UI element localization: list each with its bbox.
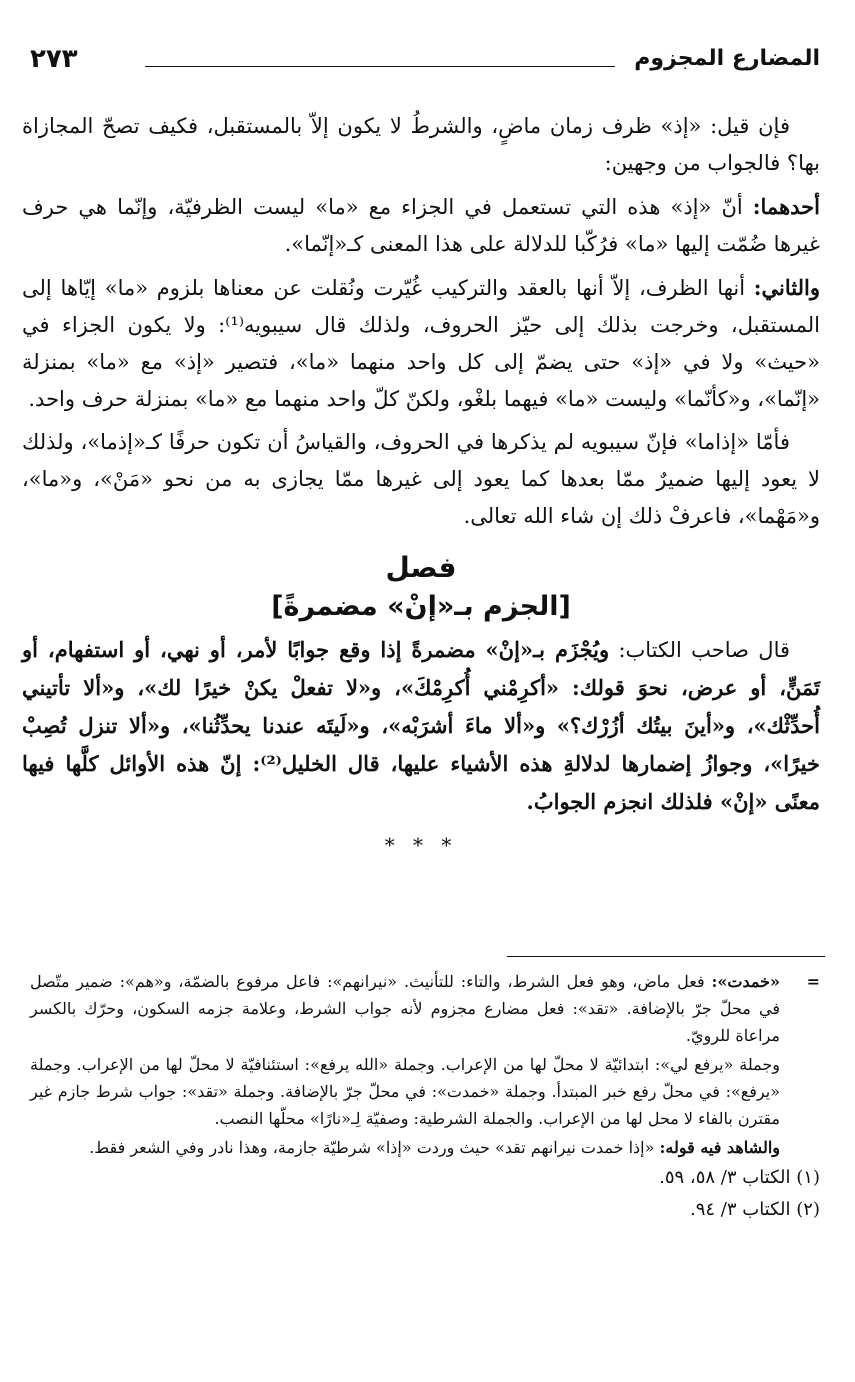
second-answer-text: أنها الظرف، إلاّ أنها بالعقد والتركيب غُيّرت ونُقلت عن معناها بلزوم «ما» إيّاها إلى المستقبل، وخرجت بذلك إلى حيّز الحروف، ولذلك قال سيبويه⁽¹⁾: ولا يكون الجزاء في «حيث» ولا في «إذ» حتى يضمّ إلى كل واحد منهما «ما»، فتصير «إذ» مع «ما» بمنزلة «إنّما»، و«كأنّما» وليست «ما» فيهما بلغْو، ولكنّ كلّ واحد منهما مع «ما» بمنزلة حرف واحد. [22,276,821,411]
paragraph-idhama: فأمّا «إذاما» فإنّ سيبويه لم يذكرها في الحروف، والقياسُ أن تكون حرفًا كـ«إذما»، ولذلك لا يعود إليها ضميرٌ ممّا بعدها كما يعود إلى غيرها ممّا يجازى به من نحو «مَنْ»، و«ما»، و«مَهْما»، فاعرفْ ذلك إن شاء الله تعالى. [22,430,820,528]
paragraph-second-answer [22,269,820,418]
footnote-rule [507,956,825,957]
first-answer-lead: أحدهما: [752,194,820,219]
section-title: فصل [385,551,457,584]
section-end-stars: * * * [384,833,458,857]
continued-footnote-body [30,968,820,1161]
footnote-parsing-lead: «خمدت»: [711,972,780,991]
continued-footnote [30,968,820,1161]
page-header [30,40,820,80]
footnote-sentences: وجملة «يرفع لي»: ابتدائيّة لا محلّ لها من الإعراب. وجملة «الله يرفع»: استئنافيّة لا محلّ لها من الإعراب. وجملة «يرفع»: في محلّ رفع خبر المبتدأ. وجملة «خمدت»: في محلّ جرّ بالإضافة. وجملة «تقد»: جواب شرط جازم غير مقترن بالفاء لا محل لها من الإعراب. والجملة الشرطية: وصفيّة لِـ«نارًا» محلّها النصب. [30,1055,781,1128]
main-text [22,108,820,864]
footnote-2: (٢) الكتاب ٣/ ٩٤. [689,1199,820,1220]
footnote-parsing [30,968,780,1049]
continuation-mark: = [806,972,820,991]
first-answer-text: أنّ «إذ» هذه التي تستعمل في الجزاء مع «ما» ليست الظرفيّة، وإنّما هي حرف غيرها ضُمّت إليها «ما» فرُكّبا للدلالة على هذا المعنى كـ«إنّما». [22,195,820,256]
paragraph-question: فإن قيل: «إذ» ظرف زمان ماضٍ، والشرطُ لا يكون إلاّ بالمستقبل، فكيف تصحّ المجازاة بها؟ فالجواب من وجهين: [22,114,820,175]
footnote-evidence-text: «إذا خمدت نيرانهم تقد» حيث وردت «إذا» شرطيّة جازمة، وهذا نادر وفي الشعر فقط. [89,1138,660,1157]
paragraph-first-answer [22,188,820,263]
footnote-parsing-text: فعل ماض، وهو فعل الشرط، والتاء: للتأنيث. «نيرانهم»: فاعل مرفوع بالضمّة، و«هم»: ضمير متّصل في محلّ جرّ بالإضافة. «تقد»: فعل مضارع مجزوم لأنه جواب الشرط، وعلامة جزمه السكون، وحرّك بالكسر مراعاة للرويّ. [30,972,780,1045]
author-quote-text: ويُجْزَم بـ«إنْ» مضمرةً إذا وقع جوابًا لأمر، أو نهي، أو استفهام، أو تَمَنٍّ، أو عرض، نحوَ قولك: «أكرِمْني أُكرِمْكَ»، و«لا تفعلْ يكنْ خيرًا لك»، و«ألا تأتيني أُحدِّثْك»، و«أينَ بيتُك أزُرْك؟» و«ألا ماءَ أشرَبْه»، و«لَيتَه عندنا يحدِّثُنا»، و«ألا تنزل تُصِبْ خيرًا»، وجوازُ إضمارها لدلالةِ هذه الأشياء عليها، قال الخليل⁽²⁾: إنّ هذه الأوائل كلَّها فيها معنًى «إنْ» فلذلك انجزم الجوابُ. [22,637,820,814]
paragraph-author-quote [22,631,820,821]
footnote-1: (١) الكتاب ٣/ ٥٨، ٥٩. [659,1167,820,1188]
footnote-evidence [30,1134,780,1161]
footnotes [30,968,820,1227]
author-quote-intro: قال صاحب الكتاب: [609,638,790,662]
running-title: المضارع المجزوم [634,46,820,71]
footnote-evidence-lead: والشاهد فيه قوله: [659,1138,780,1157]
page-number: ٢٧٣ [30,44,78,74]
header-rule [145,66,615,67]
second-answer-lead: والثاني: [753,275,820,300]
section-subtitle: [الجزم بـ«إنْ» مضمرةً] [271,591,571,622]
